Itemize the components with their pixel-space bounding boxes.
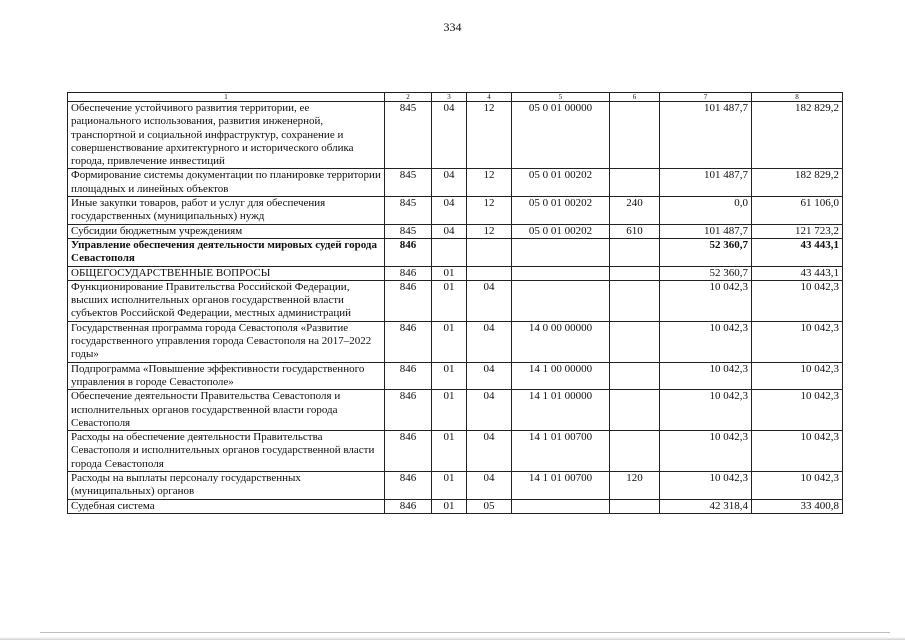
table-row	[68, 390, 843, 431]
column-number: 6	[610, 93, 660, 102]
expense-type-cell	[610, 102, 660, 169]
scan-artifact-line	[40, 632, 890, 633]
amount-cell-col7: 52 360,7	[660, 238, 752, 266]
section-code-cell: 04	[432, 169, 467, 197]
section-code-cell: 01	[432, 431, 467, 472]
ministry-code-cell: 845	[385, 197, 432, 225]
section-code-cell: 01	[432, 266, 467, 280]
table-row	[68, 431, 843, 472]
amount-cell-col7: 0,0	[660, 197, 752, 225]
column-number: 7	[660, 93, 752, 102]
row-name-cell: Государственная программа города Севастополя «Развитие государственного управления города Севастополя на 2017–2022 годы»	[68, 321, 385, 362]
target-article-cell: 05 0 01 00202	[512, 169, 610, 197]
ministry-code-cell: 846	[385, 472, 432, 500]
row-name-cell: Расходы на обеспечение деятельности Правительства Севастополя и исполнительных органов государственной власти города Севастополя	[68, 431, 385, 472]
table-row	[68, 266, 843, 280]
amount-cell-col8: 10 042,3	[752, 362, 843, 390]
section-code-cell: 01	[432, 362, 467, 390]
amount-cell-col7: 10 042,3	[660, 280, 752, 321]
ministry-code-cell: 845	[385, 224, 432, 238]
table-row	[68, 238, 843, 266]
row-name-cell: Обеспечение деятельности Правительства Севастополя и исполнительных органов государственной власти города Севастополя	[68, 390, 385, 431]
table-row	[68, 197, 843, 225]
expense-type-cell: 610	[610, 224, 660, 238]
row-name-cell: Формирование системы документации по планировке территории площадных и линейных объектов	[68, 169, 385, 197]
row-name-cell: Обеспечение устойчивого развития территории, ее рационального использования, развития инженерной, транспортной и социальной инфраструктур, сохранение и совершенствование архитектурного и исторического облика города, привлечение инвестиций	[68, 102, 385, 169]
table-row	[68, 102, 843, 169]
amount-cell-col8: 61 106,0	[752, 197, 843, 225]
subsection-code-cell: 04	[467, 362, 512, 390]
amount-cell-col8: 43 443,1	[752, 266, 843, 280]
column-number: 1	[68, 93, 385, 102]
amount-cell-col8: 43 443,1	[752, 238, 843, 266]
subsection-code-cell: 04	[467, 280, 512, 321]
target-article-cell	[512, 499, 610, 513]
row-name-cell: Расходы на выплаты персоналу государственных (муниципальных) органов	[68, 472, 385, 500]
ministry-code-cell: 845	[385, 169, 432, 197]
subsection-code-cell: 04	[467, 321, 512, 362]
ministry-code-cell: 846	[385, 321, 432, 362]
amount-cell-col7: 10 042,3	[660, 390, 752, 431]
subsection-code-cell: 12	[467, 197, 512, 225]
column-number-row	[68, 93, 843, 102]
expense-type-cell	[610, 169, 660, 197]
table-row	[68, 499, 843, 513]
ministry-code-cell: 846	[385, 238, 432, 266]
expense-type-cell	[610, 238, 660, 266]
row-name-cell: Субсидии бюджетным учреждениям	[68, 224, 385, 238]
table-row	[68, 472, 843, 500]
column-number: 3	[432, 93, 467, 102]
section-code-cell: 04	[432, 224, 467, 238]
amount-cell-col8: 10 042,3	[752, 431, 843, 472]
amount-cell-col7: 10 042,3	[660, 321, 752, 362]
section-code-cell: 01	[432, 280, 467, 321]
section-code-cell: 04	[432, 102, 467, 169]
expense-type-cell	[610, 321, 660, 362]
ministry-code-cell: 846	[385, 362, 432, 390]
section-code-cell: 01	[432, 390, 467, 431]
amount-cell-col8: 10 042,3	[752, 321, 843, 362]
row-name-cell: Управление обеспечения деятельности мировых судей города Севастополя	[68, 238, 385, 266]
amount-cell-col8: 182 829,2	[752, 169, 843, 197]
subsection-code-cell: 12	[467, 102, 512, 169]
section-code-cell: 01	[432, 321, 467, 362]
expense-type-cell: 240	[610, 197, 660, 225]
subsection-code-cell: 12	[467, 224, 512, 238]
amount-cell-col8: 10 042,3	[752, 472, 843, 500]
ministry-code-cell: 846	[385, 499, 432, 513]
ministry-code-cell: 846	[385, 431, 432, 472]
ministry-code-cell: 846	[385, 266, 432, 280]
subsection-code-cell: 04	[467, 431, 512, 472]
column-number: 5	[512, 93, 610, 102]
column-number: 2	[385, 93, 432, 102]
row-name-cell: Судебная система	[68, 499, 385, 513]
amount-cell-col7: 101 487,7	[660, 102, 752, 169]
table-row	[68, 280, 843, 321]
target-article-cell: 14 0 00 00000	[512, 321, 610, 362]
section-code-cell	[432, 238, 467, 266]
target-article-cell: 05 0 01 00202	[512, 197, 610, 225]
subsection-code-cell: 04	[467, 390, 512, 431]
row-name-cell: Функционирование Правительства Российской Федерации, высших исполнительных органов государственной власти субъектов Российской Федерации, местных администраций	[68, 280, 385, 321]
target-article-cell: 05 0 01 00000	[512, 102, 610, 169]
amount-cell-col7: 42 318,4	[660, 499, 752, 513]
ministry-code-cell: 846	[385, 390, 432, 431]
target-article-cell	[512, 238, 610, 266]
ministry-code-cell: 845	[385, 102, 432, 169]
section-code-cell: 01	[432, 499, 467, 513]
expense-type-cell	[610, 280, 660, 321]
table-row	[68, 362, 843, 390]
amount-cell-col7: 52 360,7	[660, 266, 752, 280]
expense-type-cell	[610, 499, 660, 513]
amount-cell-col8: 10 042,3	[752, 390, 843, 431]
budget-table	[67, 92, 843, 514]
target-article-cell	[512, 280, 610, 321]
amount-cell-col7: 101 487,7	[660, 224, 752, 238]
subsection-code-cell: 12	[467, 169, 512, 197]
amount-cell-col7: 10 042,3	[660, 472, 752, 500]
amount-cell-col8: 182 829,2	[752, 102, 843, 169]
amount-cell-col7: 10 042,3	[660, 431, 752, 472]
amount-cell-col8: 33 400,8	[752, 499, 843, 513]
target-article-cell: 14 1 01 00000	[512, 390, 610, 431]
table-row	[68, 224, 843, 238]
amount-cell-col7: 101 487,7	[660, 169, 752, 197]
row-name-cell: ОБЩЕГОСУДАРСТВЕННЫЕ ВОПРОСЫ	[68, 266, 385, 280]
row-name-cell: Иные закупки товаров, работ и услуг для обеспечения государственных (муниципальных) нужд	[68, 197, 385, 225]
ministry-code-cell: 846	[385, 280, 432, 321]
target-article-cell	[512, 266, 610, 280]
table-body	[68, 102, 843, 514]
section-code-cell: 01	[432, 472, 467, 500]
amount-cell-col8: 121 723,2	[752, 224, 843, 238]
table-row	[68, 321, 843, 362]
target-article-cell: 05 0 01 00202	[512, 224, 610, 238]
column-number: 4	[467, 93, 512, 102]
expense-type-cell: 120	[610, 472, 660, 500]
target-article-cell: 14 1 01 00700	[512, 431, 610, 472]
subsection-code-cell: 05	[467, 499, 512, 513]
column-number: 8	[752, 93, 843, 102]
page-number: 334	[443, 20, 462, 34]
subsection-code-cell	[467, 266, 512, 280]
expense-type-cell	[610, 390, 660, 431]
expense-type-cell	[610, 362, 660, 390]
expense-type-cell	[610, 431, 660, 472]
expense-type-cell	[610, 266, 660, 280]
target-article-cell: 14 1 01 00700	[512, 472, 610, 500]
amount-cell-col8: 10 042,3	[752, 280, 843, 321]
subsection-code-cell	[467, 238, 512, 266]
table-row	[68, 169, 843, 197]
target-article-cell: 14 1 00 00000	[512, 362, 610, 390]
row-name-cell: Подпрограмма «Повышение эффективности государственного управления в городе Севастополе»	[68, 362, 385, 390]
subsection-code-cell: 04	[467, 472, 512, 500]
amount-cell-col7: 10 042,3	[660, 362, 752, 390]
section-code-cell: 04	[432, 197, 467, 225]
